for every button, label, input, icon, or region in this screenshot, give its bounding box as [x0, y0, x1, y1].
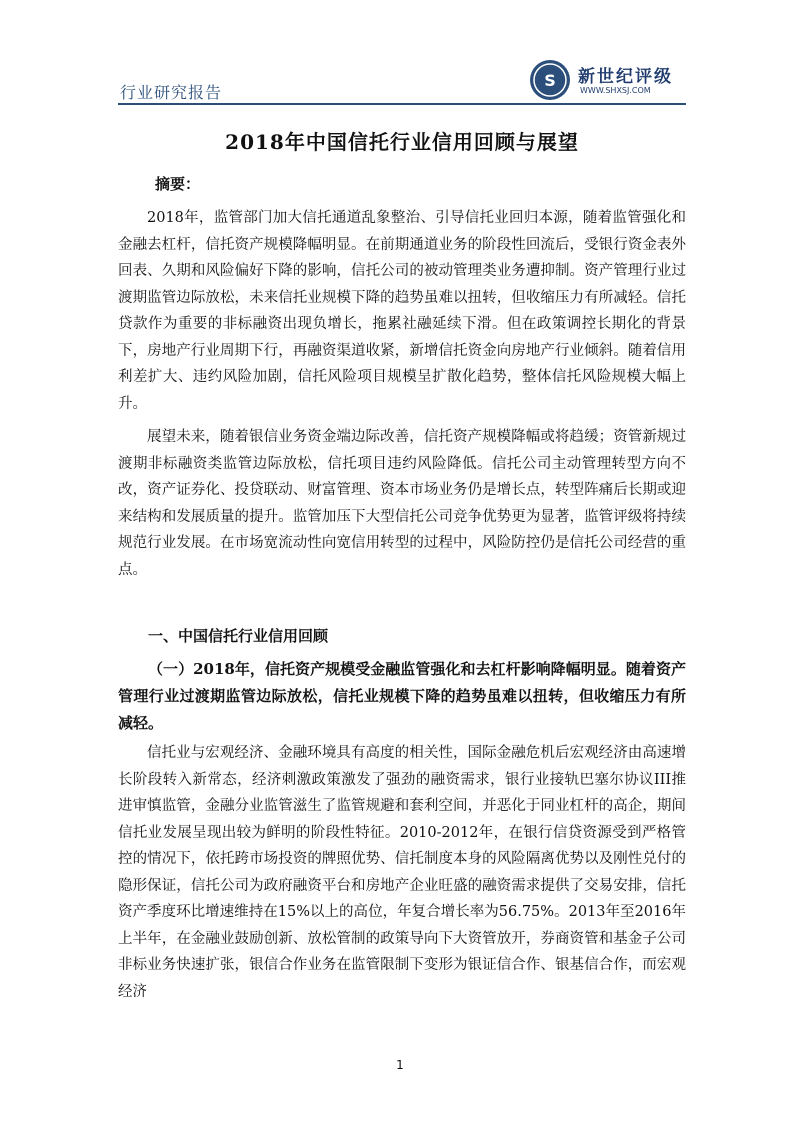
- logo-url[interactable]: WWW.SHXSJ.COM: [580, 86, 651, 95]
- body-paragraph: 信托业与宏观经济、金融环境具有高度的相关性，国际金融危机后宏观经济由高速增长阶段转入新常态，经济刺激政策激发了强劲的融资需求，银行业接轨巴塞尔协议III推进审慎监管，金融分业监管滋生了监管规避和套利空间，并恶化于同业杠杆的高企，期间信托业发展呈现出较为鲜明的阶段性特征。2010-2012年，在银行信贷资源受到严格管控的情况下，依托跨市场投资的牌照优势、信托制度本身的风险隔离优势以及刚性兑付的隐形保证，信托公司为政府融资平台和房地产企业旺盛的融资需求提供了交易安排，信托资产季度环比增速维持在15%以上的高位，年复合增长率为56.75%。2013年至2016年上半年，在金融业鼓励创新、放松管制的政策导向下大资管放开，券商资管和基金子公司非标业务快速扩张，银信合作业务在监管限制下变形为银证信合作、银基信合作，而宏观经济: [118, 745, 686, 1000]
- logo-text: 新世纪评级: [578, 67, 673, 87]
- report-type-label: 行业研究报告: [120, 83, 223, 102]
- abstract-label: 摘要：: [155, 175, 201, 193]
- page-number: 1: [396, 1058, 404, 1072]
- logo-emblem-icon: [528, 58, 572, 102]
- company-logo: [528, 58, 688, 102]
- abstract-paragraph-2: 展望未来，随着银信业务资金端边际改善，信托资产规模降幅或将趋缓；资管新规过渡期非标融资类监管边际放松，信托项目违约风险降低。信托公司主动管理转型方向不改，资产证券化、投贷联动、财富管理、资本市场业务仍是增长点，转型阵痛后长期或迎来结构和发展质量的提升。监管加压下大型信托公司竞争优势更为显著，监管评级将持续规范行业发展。在市场宽流动性向宽信用转型的过程中，风险防控仍是信托公司经营的重点。: [118, 429, 686, 578]
- sub-heading: （一）2018年，信托资产规模受金融监管强化和去杠杆影响降幅明显。随着资产管理行业过渡期监管边际放松，信托业规模下降的趋势虽难以扭转，但收缩压力有所减轻。: [118, 660, 686, 732]
- section-heading: 一、中国信托行业信用回顾: [148, 627, 329, 645]
- abstract-paragraph-1: 2018年，监管部门加大信托通道乱象整治、引导信托业回归本源，随着监管强化和金融去杠杆，信托资产规模降幅明显。在前期通道业务的阶段性回流后，受银行资金表外回表、久期和风险偏好下降的影响，信托公司的被动管理类业务遭抑制。资产管理行业过渡期监管边际放松，未来信托业规模下降的趋势虽难以扭转，但收缩压力有所减轻。信托贷款作为重要的非标融资出现负增长，拖累社融延续下滑。但在政策调控长期化的背景下，房地产行业周期下行，再融资渠道收紧，新增信托资金向房地产行业倾斜。随着信用利差扩大、违约风险加剧，信托风险项目规模呈扩散化趋势，整体信托风险规模大幅上升。: [118, 210, 686, 412]
- svg-text:S: S: [544, 71, 556, 90]
- header-divider: [118, 103, 686, 105]
- document-title: 2018年中国信托行业信用回顾与展望: [225, 130, 579, 154]
